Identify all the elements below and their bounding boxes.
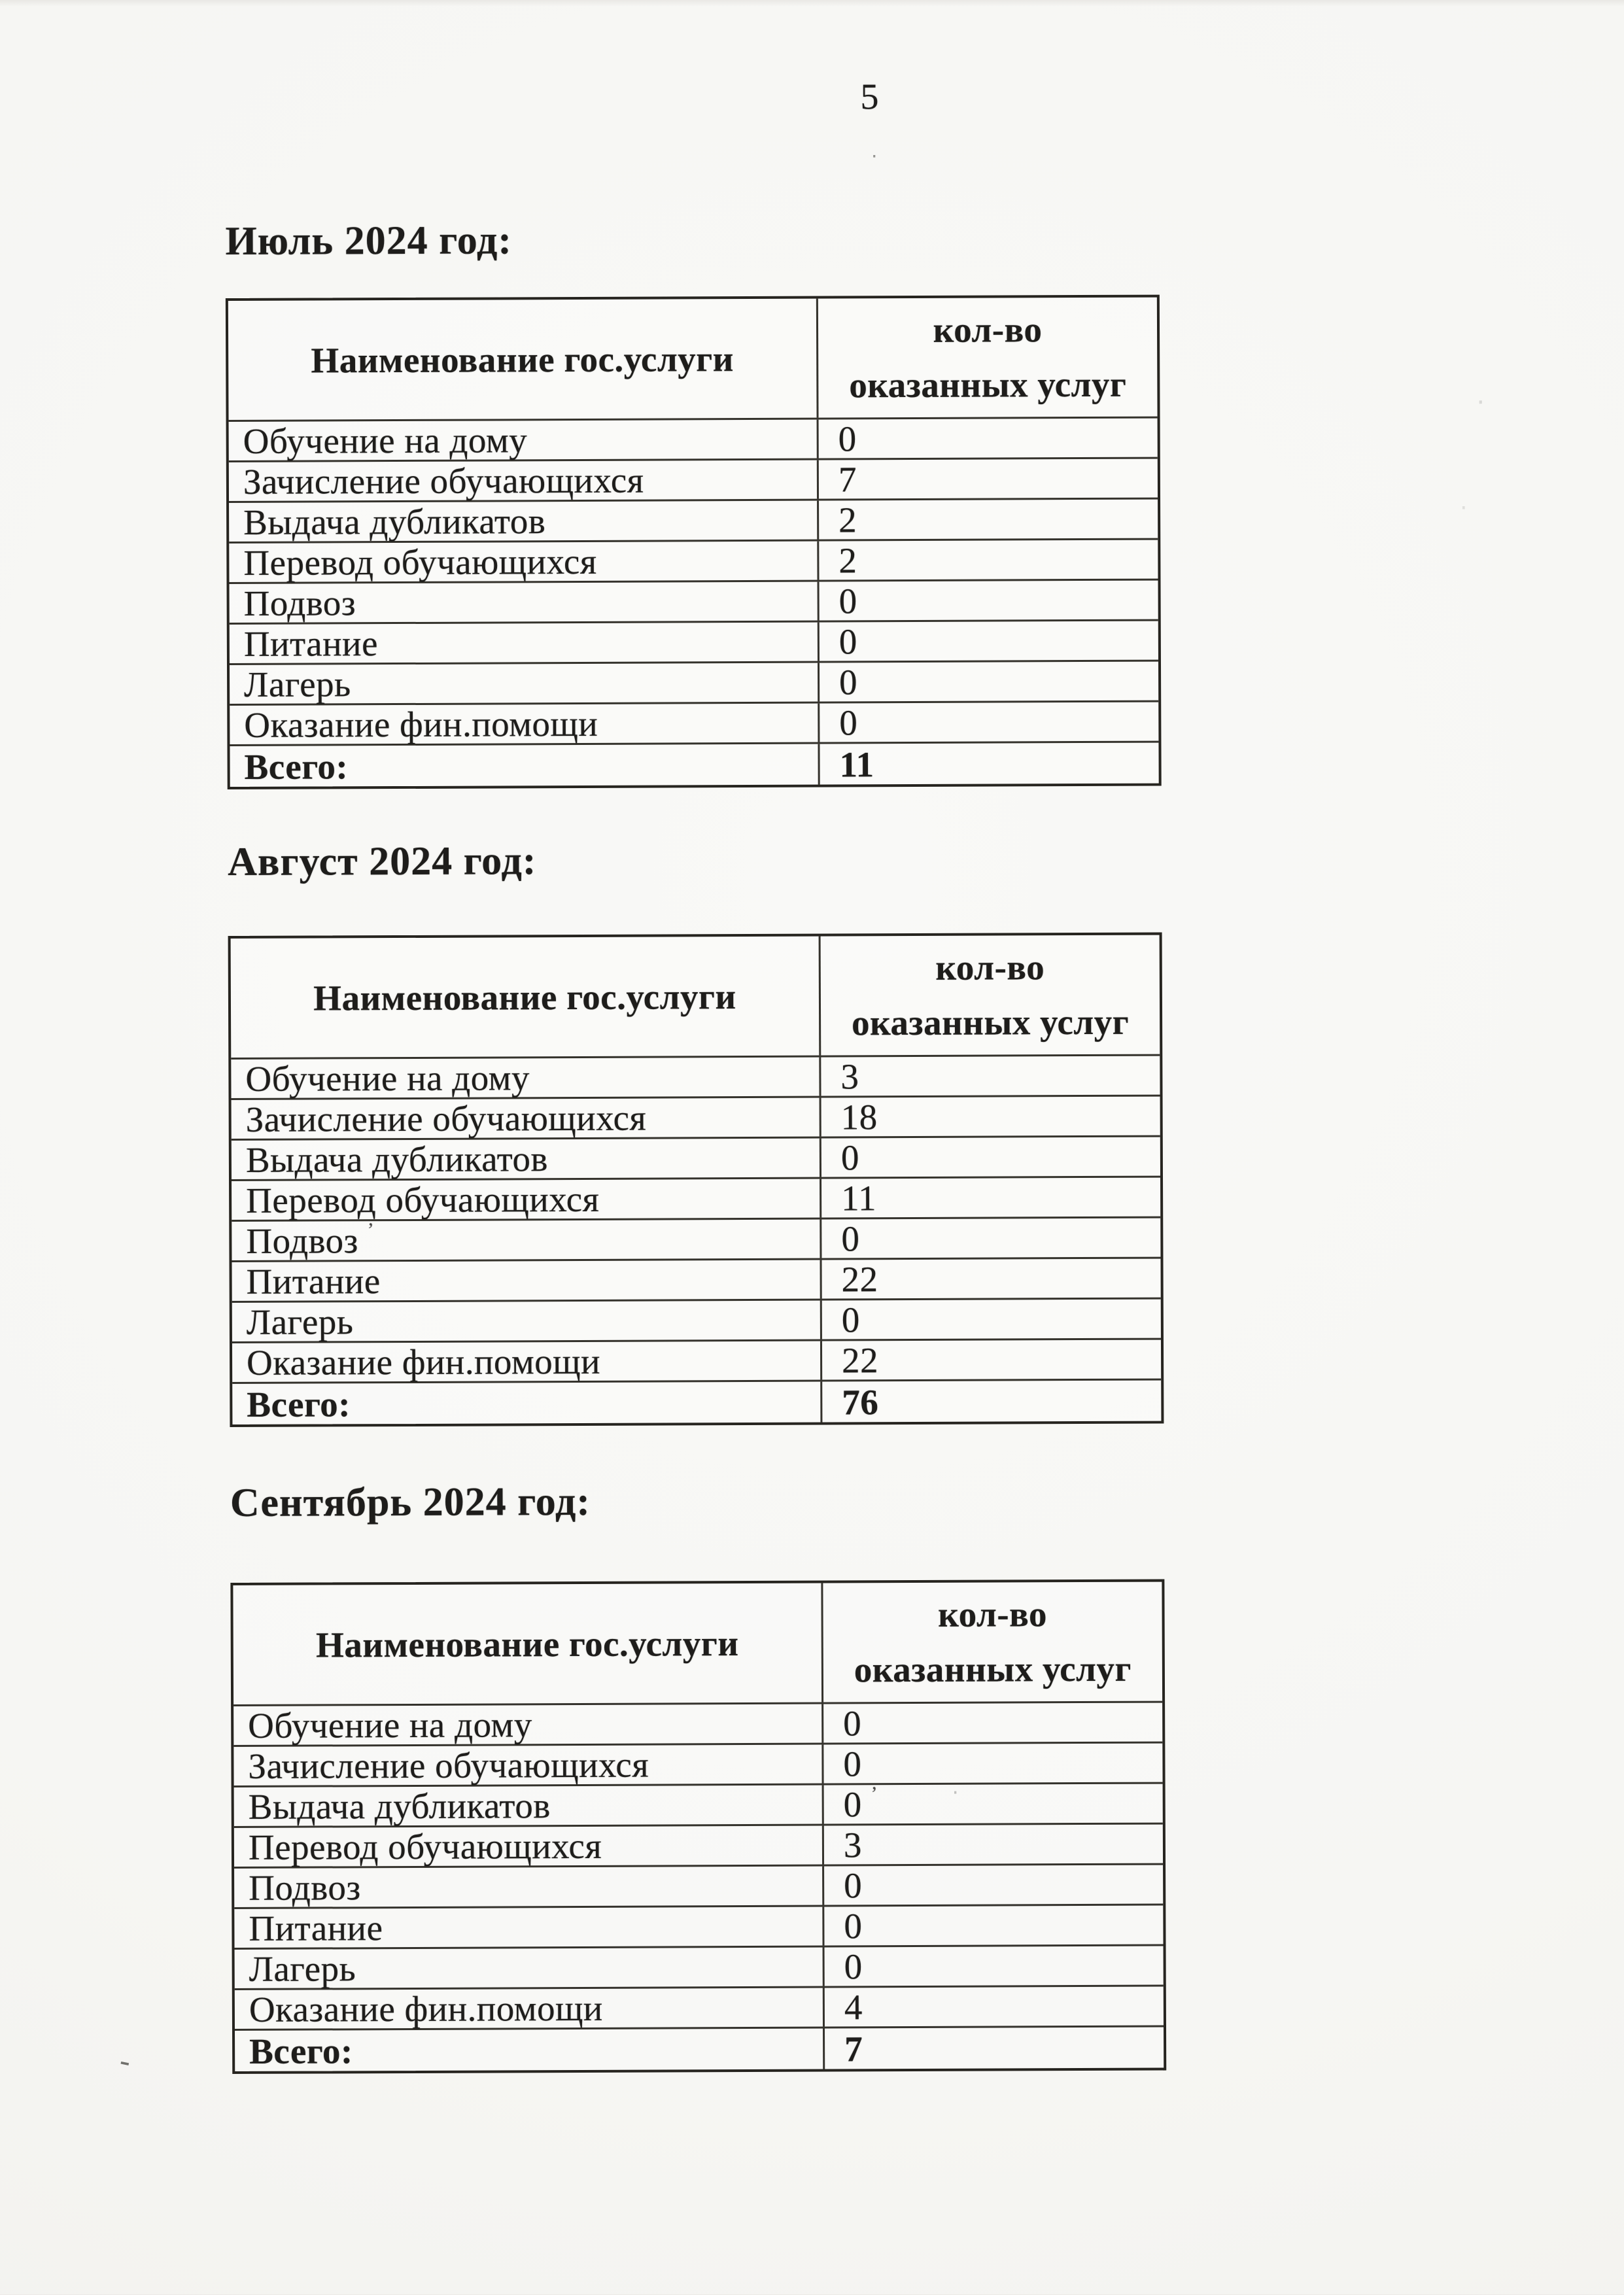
table-row [232,1218,1160,1262]
service-count-cell [821,1056,1160,1096]
service-count-cell-text: 0 [838,581,857,621]
service-count-cell [819,459,1158,499]
service-count-cell [824,1825,1163,1865]
service-name-cell-text: Выдача дубликатов [245,1139,549,1180]
service-count-cell [820,743,1158,785]
table-row [232,1340,1161,1384]
header-count-line1: кол-во [933,309,1043,350]
service-name-cell [229,460,819,501]
table-row [232,1137,1160,1181]
service-name-cell [232,1260,821,1301]
service-name-cell [230,582,820,623]
service-name-cell [232,1139,821,1179]
service-name-cell [232,1301,822,1341]
service-name-cell-text: Перевод обучающихся [248,1825,602,1867]
service-name-cell-text: Лагерь [243,664,351,704]
header-count-line2: оказанных услуг [849,364,1127,406]
service-name-cell [232,1341,822,1382]
service-count-cell [821,1218,1160,1258]
service-name-cell [230,663,820,704]
service-count-cell [820,702,1158,742]
service-name-cell-text: Оказание фин.помощи [249,1988,603,2029]
table-row [232,1259,1160,1303]
service-count-cell [824,1865,1163,1905]
service-count-cell-text: 2 [838,540,857,581]
service-count-cell-text: 0 [838,621,857,662]
service-name-cell [229,542,819,582]
scan-artifact-tick: ʼ [367,1218,375,1241]
service-count-cell-text: 0 [838,662,858,702]
service-count-cell-text: 22 [841,1259,878,1300]
service-name-cell-text: Оказание фин.помощи [246,1341,601,1383]
scan-speck: · [1476,387,1485,418]
services-table-july [226,295,1162,789]
header-count-line2: оказанных услуг [854,1648,1132,1690]
table-header-row [233,1582,1162,1706]
service-count-cell-text: 0 [839,702,858,743]
table-row [230,621,1158,665]
service-count-cell-text: 3 [843,1825,863,1865]
service-count-cell [821,1097,1160,1137]
section-heading-august: Август 2024 год: [228,838,537,885]
scan-artifact-tick: ʼ [871,1782,878,1804]
service-name-cell-text: Всего: [249,2030,353,2071]
table-row [229,459,1158,503]
service-count-cell-text: 11 [839,744,874,784]
service-count-cell-text: 0 [844,1946,863,1987]
service-name-cell [229,420,819,460]
header-count-line1: кол-во [935,947,1045,988]
scan-speck: · [871,145,878,169]
service-name-cell-text: Лагерь [246,1302,354,1342]
service-count-cell [822,1340,1161,1380]
page-number: 5 [860,77,880,118]
service-count-cell [822,1381,1161,1423]
table-row [229,419,1158,462]
table-row [232,1097,1160,1141]
header-cell-service-name: Наименование гос.услуги [228,299,819,420]
service-name-cell-text: Перевод обучающихся [246,1179,600,1220]
table-row [229,540,1158,584]
service-count-cell [823,1703,1162,1743]
service-name-cell-text: Всего: [244,746,349,787]
service-count-cell-text: 3 [840,1056,859,1097]
service-count-cell-text: 0 [843,1744,862,1784]
service-name-cell-text: Подвоз [249,1867,361,1908]
header-cell-count [821,935,1160,1056]
table-row [230,662,1158,706]
service-name-cell [235,2029,825,2071]
service-count-cell [819,500,1158,540]
service-count-cell [820,662,1158,702]
service-count-cell [819,419,1158,458]
table-row [232,1178,1160,1222]
total-row [235,2028,1164,2071]
service-count-cell-text: 0 [843,1703,862,1744]
table-row [232,1300,1161,1343]
service-name-cell [235,1948,825,1988]
service-name-cell-text: Питание [249,1908,383,1948]
header-cell-service-name: Наименование гос.услуги [233,1583,823,1704]
table-row [233,1703,1162,1747]
service-count-cell-text: 0 [840,1137,860,1178]
table-header-row [228,298,1158,422]
table-row [234,1825,1163,1869]
service-count-cell-text: 7 [838,459,857,500]
service-count-cell [822,1300,1161,1339]
service-count-cell-text: 22 [841,1340,879,1381]
service-count-cell [821,1259,1160,1299]
service-name-cell-text: Перевод обучающихся [243,541,597,583]
table-row [234,1784,1163,1828]
service-name-cell [230,744,820,787]
service-count-cell [820,581,1158,621]
service-name-cell [232,1382,822,1424]
service-count-cell [825,2028,1164,2069]
table-row [234,1906,1163,1950]
table-row [234,1865,1163,1909]
section-heading-september: Сентябрь 2024 год: [230,1479,591,1526]
service-name-cell [233,1745,823,1786]
service-count-cell-text: 0 [841,1218,860,1259]
table-header-row [231,935,1160,1060]
table-row [235,1946,1164,1990]
header-cell-count [818,298,1158,418]
service-name-cell [234,1907,824,1948]
service-count-cell-text: 0 [843,1784,862,1825]
service-name-cell-text: Зачисление обучающихся [245,1097,647,1139]
header-cell-count [823,1582,1162,1702]
service-name-cell [230,704,820,744]
service-name-cell-text: Обучение на дому [245,1058,530,1099]
service-name-cell [234,1867,824,1907]
service-count-cell-text: 0 [838,419,857,459]
table-row [230,702,1158,746]
service-name-cell-text: Всего: [247,1383,351,1424]
table-row [233,1744,1162,1787]
service-name-cell [232,1220,821,1260]
service-count-cell [821,1178,1160,1218]
service-count-cell-text: 0 [844,1906,863,1946]
service-name-cell-text: Выдача дубликатов [243,501,546,542]
service-name-cell-text: Оказание фин.помощи [244,703,598,745]
service-count-cell-text: 4 [844,1987,863,2028]
service-count-cell [825,1987,1164,2027]
service-name-cell [232,1179,821,1220]
service-name-cell-text: Выдача дубликатов [248,1786,551,1827]
scan-margin-mark: - [116,2043,135,2080]
header-cell-service-name: Наименование гос.услуги [231,937,821,1058]
service-count-cell [821,1137,1160,1177]
table-row [230,581,1158,625]
service-name-cell [231,1058,821,1098]
service-name-cell-text: Обучение на дому [243,420,528,461]
table-row [235,1987,1164,2031]
service-count-cell [823,1744,1162,1784]
service-name-cell [235,1988,825,2029]
service-count-cell-text: 2 [838,500,857,540]
header-count-line1: кол-во [938,1594,1048,1634]
service-count-cell [824,1906,1163,1946]
service-count-cell-text: 7 [844,2028,863,2069]
service-count-cell-text: 0 [844,1865,863,1906]
service-count-cell-text: 76 [842,1381,879,1422]
service-name-cell [232,1098,821,1139]
service-name-cell [230,623,820,663]
total-row [230,743,1158,787]
service-count-cell [824,1784,1163,1824]
service-name-cell-text: Подвоз [246,1220,358,1261]
services-table-august [228,933,1164,1427]
service-name-cell [234,1826,824,1867]
service-name-cell-text: Лагерь [249,1948,356,1989]
service-name-cell-text: Подвоз [243,583,356,623]
service-name-cell [229,501,819,542]
service-count-cell-text: 11 [841,1178,877,1218]
services-table-september [230,1579,1166,2074]
scan-speck: · [952,1780,959,1805]
service-name-cell-text: Питание [246,1261,381,1302]
service-name-cell-text: Зачисление обучающихся [243,460,644,502]
service-count-cell [819,540,1158,580]
service-count-cell-text: 18 [840,1097,878,1137]
service-name-cell [233,1704,823,1745]
service-name-cell-text: Питание [243,623,379,664]
total-row [232,1381,1161,1424]
service-name-cell-text: Зачисление обучающихся [248,1744,649,1786]
service-name-cell-text: Обучение на дому [248,1704,532,1746]
table-row [231,1056,1160,1100]
header-count-line2: оказанных услуг [851,1001,1130,1043]
scan-speck: · [1460,494,1468,522]
table-row [229,500,1158,544]
section-heading-july: Июль 2024 год: [225,218,513,264]
service-count-cell-text: 0 [841,1300,860,1340]
service-count-cell [820,621,1158,661]
service-name-cell [234,1786,824,1826]
service-count-cell [825,1946,1164,1986]
